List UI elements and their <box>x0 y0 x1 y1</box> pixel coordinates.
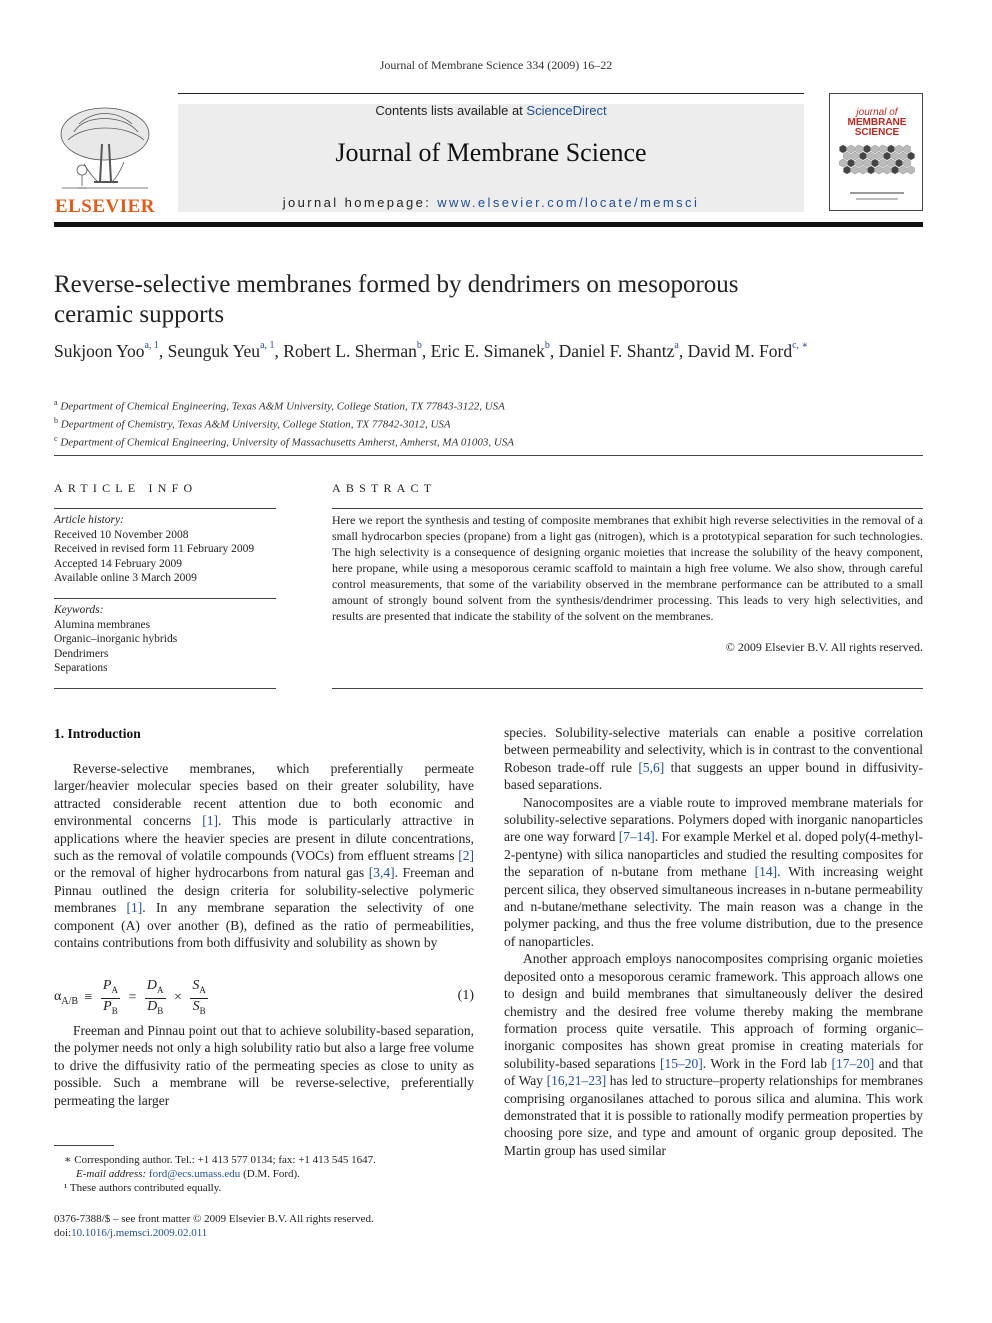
eq-subscript: A/B <box>61 996 79 1008</box>
email-link[interactable]: ford@ecs.umass.edu <box>148 1168 241 1180</box>
eq-symbol: P <box>103 998 112 1014</box>
keywords <box>54 603 276 676</box>
cover-hexagon <box>888 159 895 167</box>
citation-link[interactable]: [2] <box>458 848 474 864</box>
journal-title: Journal of Membrane Science <box>335 138 647 167</box>
cover-hexagon <box>900 166 907 174</box>
cover-title <box>834 108 920 138</box>
citation-link[interactable]: [17–20] <box>831 1055 875 1071</box>
body-text: . For example Merkel et al. doped poly(4-methyl-2-pentyne) with silica nanoparticles and studied the resulting composites for the separation of n-butane from methane <box>504 829 923 880</box>
abstract-text: Here we report the synthesis and testing of composite membranes that exhibit high reverse selectivities in the removal of a small hydrocarbon species (propane) from a light gas (nitrogen), which is a prototypical separation for such technologies. The high selectivity is a consequence of designing organic moieties that increase the solubility of the heavy component, here propane, while using a mesoporous ceramic scaffold to maintain a high free volume. We also show, through careful control measurements, that some of the variability observed in the membrane performance can be attributed to a small amount of strongly bound solvent from the synthesis/dendrimer processing. This leads to very high selectivities, and results are presented that indicate the stability of the solvent on the membranes. <box>332 513 923 623</box>
affiliation <box>54 396 914 414</box>
cover-hexagon <box>852 166 859 174</box>
cover-hexagon <box>856 159 863 167</box>
email-suffix: (D.M. Ford). <box>240 1168 300 1180</box>
front-matter-line: 0376-7388/$ – see front matter © 2009 Elsevier B.V. All rights reserved. <box>54 1213 374 1225</box>
cover-hexagon <box>872 145 879 153</box>
eq-lhs <box>54 989 79 1008</box>
author-name: David M. Ford <box>687 341 793 361</box>
body-text: Reverse-selective membranes, which preferentially permeate larger/heavier molecular species based on their greater solubility, have attracted considerable recent attention due to both economic and environmental concerns <box>54 761 474 829</box>
contents-line <box>178 103 804 118</box>
cover-text-line <box>850 192 904 194</box>
author-affil-mark[interactable]: c, ∗ <box>792 340 809 351</box>
cover-hexagon <box>888 145 895 153</box>
eq-alpha: α <box>54 989 62 1005</box>
author-affil-mark[interactable]: b <box>416 340 422 351</box>
cover-hexagon <box>860 152 867 160</box>
keyword: Separations <box>54 662 108 674</box>
cover-hexagon <box>880 159 887 167</box>
cover-hexagon <box>848 145 855 153</box>
author <box>168 341 284 361</box>
eq-operator: ≡ <box>84 990 93 1006</box>
author <box>283 341 430 361</box>
body-text: species. Solubility-selective materials can enable a positive correlation between permeability and selectivity, which is in contrast to the conventional Robeson trade-off rule <box>504 725 923 775</box>
affiliation-text: Department of Chemical Engineering, University of Massachusetts Amherst, Amherst, MA 01003, USA <box>60 436 515 449</box>
affiliation-text: Department of Chemical Engineering, Texas A&M University, College Station, TX 77843-3122, USA <box>60 400 505 413</box>
eq-fraction-d <box>145 978 166 1019</box>
eq-fraction-s <box>190 978 208 1019</box>
front-matter-rule <box>54 455 923 456</box>
homepage-prefix: journal homepage: <box>282 195 438 210</box>
eq-subscript: B <box>199 1005 206 1016</box>
cover-hexagon <box>904 159 911 167</box>
contents-prefix: Contents lists available at <box>375 103 527 118</box>
doi-line <box>54 1226 474 1240</box>
footnote-equal-contribution: ¹ These authors contributed equally. <box>64 1182 222 1194</box>
citation-link[interactable]: [1] <box>202 813 219 829</box>
keyword: Alumina membranes <box>54 618 151 631</box>
history-label: Article history: <box>54 514 124 526</box>
author <box>431 341 559 361</box>
cover-hexagon <box>908 166 915 174</box>
cover-hexagon <box>880 145 887 153</box>
body-text: . With increasing weight percent silica, they observed simultaneous increases in n-butane permeability and n-butane/methane selectivity. The main reason was a change in the polymer packing, and thus the free volume distribution, due to the presence of nanoparticles. <box>504 864 923 949</box>
keyword: Dendrimers <box>54 647 109 660</box>
citation-link[interactable]: [14] <box>754 864 778 880</box>
cover-hexagon <box>856 145 863 153</box>
doi-link[interactable]: 10.1016/j.memsci.2009.02.011 <box>71 1227 208 1239</box>
body-text: . This mode is particularly attractive in applications where the heavier species are present in dilute concentrations, such as the removal of volatile compounds (VOCs) from effluent streams <box>54 813 474 864</box>
affiliation-mark: b <box>54 416 58 426</box>
homepage-link[interactable]: www.elsevier.com/locate/memsci <box>437 195 700 210</box>
sciencedirect-link[interactable]: ScienceDirect <box>526 103 607 118</box>
author <box>559 341 688 361</box>
cover-hexagon <box>840 145 847 153</box>
intro-paragraph-3 <box>504 724 923 794</box>
eq-subscript: A <box>111 984 118 995</box>
footnote-email <box>64 1167 484 1181</box>
front-matter-info <box>54 1212 474 1240</box>
eq-symbol: S <box>192 978 200 993</box>
intro-paragraph-1 <box>54 760 474 951</box>
history-item: Available online 3 March 2009 <box>54 572 197 584</box>
author-separator: , <box>158 341 168 361</box>
author-separator: , <box>678 341 688 361</box>
footnotes <box>64 1153 484 1195</box>
body-text: Another approach employs nanocomposites comprising organic moieties deposited onto a mesoporous ceramic framework. This approach allows one to design and build membranes that simultaneously deliver the desired chemistry and the desired free volume thereby making the membrane formation process quite versatile. This approach of forming organic–inorganic composites has shown great promise in creating materials for solubility-based separations <box>504 951 923 1071</box>
author <box>54 341 168 361</box>
cover-hexagon <box>844 166 851 174</box>
cover-hexagon <box>876 152 883 160</box>
affiliation-mark: c <box>54 434 58 444</box>
footnote-rule <box>54 1145 114 1146</box>
cover-hexagon <box>884 152 891 160</box>
abstract-bottom-rule <box>332 688 923 689</box>
cover-hexagon <box>892 152 899 160</box>
article-history <box>54 513 276 586</box>
cover-hexagon <box>868 152 875 160</box>
equation-1 <box>54 978 474 1020</box>
author <box>688 341 809 361</box>
author-separator: , <box>274 341 284 361</box>
footnote-corresponding: ∗ Corresponding author. Tel.: +1 413 577 0134; fax: +1 413 545 1647. <box>64 1154 376 1166</box>
cover-text-line <box>856 198 898 200</box>
body-text: has led to structure–property relationships for membranes comprising organosilanes attached to porous silica and alumina. This work demonstrated that it is possible to rationally modify permeation properties by choosing pore size, and type and amount of organic group deposited. The Martin group has used similar <box>504 1073 923 1158</box>
affiliation <box>54 432 914 450</box>
affiliation <box>54 414 914 432</box>
email-label: E-mail address: <box>76 1168 149 1180</box>
affiliation-text: Department of Chemistry, Texas A&M University, College Station, TX 77842-3012, USA <box>60 418 451 431</box>
author-affil-mark[interactable]: a, 1 <box>260 340 275 351</box>
article-title <box>54 270 914 330</box>
author-affil-mark[interactable]: a <box>674 340 679 351</box>
abstract-heading: ABSTRACT <box>332 481 437 495</box>
cover-hexagon <box>896 145 903 153</box>
intro-paragraph-4 <box>504 794 923 951</box>
author-name: Daniel F. Shantz <box>558 341 675 361</box>
tree-icon <box>54 104 156 194</box>
body-text: Freeman and Pinnau point out that to achieve solubility-based separation, the polymer needs not only a high solubility ratio but also a large free volume to drive the diffusivity ratio of the permeating species as close to unity as possible. Such a membrane will be reverse-selective, preferentially permeating the larger <box>54 1023 474 1108</box>
citation-link[interactable]: [1] <box>126 900 143 916</box>
equation-number: (1) <box>457 988 474 1003</box>
eq-symbol: S <box>192 998 200 1014</box>
citation-link[interactable]: [7–14] <box>618 829 655 845</box>
running-head: Journal of Membrane Science 334 (2009) 16–22 <box>379 58 613 72</box>
author-name: Seunguk Yeu <box>167 341 261 361</box>
cover-hexagon <box>864 159 871 167</box>
eq-subscript: B <box>157 1005 164 1016</box>
cover-hexagon <box>864 145 871 153</box>
eq-fraction-p <box>101 978 120 1019</box>
journal-homepage <box>178 195 804 210</box>
author-list <box>54 341 934 362</box>
cover-hexagon <box>904 145 911 153</box>
eq-symbol: D <box>146 978 158 993</box>
author-separator: , <box>421 341 431 361</box>
citation-link[interactable]: [3,4] <box>368 865 395 881</box>
journal-cover <box>829 93 923 211</box>
cover-hexagon <box>868 166 875 174</box>
body-text: . Freeman and Pinnau outlined the design criteria for solubility-selective polymeric membranes <box>54 865 474 916</box>
body-text: Nanocomposites are a viable route to improved membrane materials for solubility-selective separations. Polymers doped with inorganic nanoparticles are one way forward <box>504 794 923 845</box>
cover-hexagon <box>908 152 915 160</box>
affiliations <box>54 396 914 450</box>
publisher-logo-text: ELSEVIER <box>54 196 156 217</box>
intro-paragraph-2 <box>54 1022 474 1109</box>
cover-hexagon <box>872 159 879 167</box>
author-name: Sukjoon Yoo <box>54 341 145 361</box>
keywords-label: Keywords: <box>54 604 104 616</box>
abstract-rule <box>332 508 923 509</box>
header-rule <box>54 222 923 227</box>
eq-subscript: B <box>111 1005 118 1016</box>
cover-title-line1: journal of <box>856 107 898 118</box>
body-text: that suggests an upper bound in diffusivity-based separations. <box>504 759 924 793</box>
section-heading-introduction: 1. Introduction <box>54 726 141 741</box>
history-item: Accepted 14 February 2009 <box>54 557 183 570</box>
right-column <box>504 724 923 1159</box>
history-item: Received 10 November 2008 <box>54 528 189 541</box>
cover-hexagon <box>860 166 867 174</box>
article-title-line2: ceramic supports <box>54 301 225 328</box>
body-text: . Work in the Ford lab <box>702 1055 832 1071</box>
eq-operator: = <box>128 990 137 1006</box>
article-title-line1: Reverse-selective membranes formed by dendrimers on mesoporous <box>54 271 739 298</box>
abstract-copyright: © 2009 Elsevier B.V. All rights reserved. <box>725 640 923 654</box>
eq-subscript: A <box>199 984 206 995</box>
author-name: Eric E. Simanek <box>430 341 545 361</box>
author-affil-mark[interactable]: b <box>544 340 550 351</box>
cover-hexagon <box>896 159 903 167</box>
body-text: . In any membrane separation the selectivity of one component (A) over another (B), defined as the ratio of permeabilities, contains contributions from both diffusivity and solubility as shown by <box>54 900 474 951</box>
article-info-bottom-rule <box>54 688 276 689</box>
author-affil-mark[interactable]: a, 1 <box>144 340 159 351</box>
cover-hexagon <box>844 152 851 160</box>
cover-hexagon <box>876 166 883 174</box>
banner-top-rule <box>178 93 804 94</box>
keywords-rule <box>54 598 276 599</box>
cover-title-line2: MEMBRANE <box>847 117 907 128</box>
citation-link[interactable]: [5,6] <box>638 759 665 775</box>
article-info-heading: ARTICLE INFO <box>54 481 198 495</box>
cover-hexagon <box>900 152 907 160</box>
citation-link[interactable]: [15–20] <box>659 1055 703 1071</box>
cover-hexagon <box>892 166 899 174</box>
eq-operator: × <box>174 990 182 1006</box>
doi-label: doi: <box>54 1227 72 1239</box>
intro-paragraph-5 <box>504 950 923 1159</box>
cover-hexagon <box>884 166 891 174</box>
citation-link[interactable]: [16,21–23] <box>546 1073 607 1089</box>
eq-subscript: A <box>157 984 164 995</box>
affiliation-mark: a <box>54 398 58 407</box>
body-text: or the removal of higher hydrocarbons from natural gas <box>54 865 369 881</box>
cover-hexagon-graphic <box>838 144 916 178</box>
cover-hexagon <box>848 159 855 167</box>
keyword: Organic–inorganic hybrids <box>54 633 178 645</box>
cover-title-line3: SCIENCE <box>854 127 900 138</box>
history-item: Received in revised form 11 February 2009 <box>54 543 255 555</box>
cover-hexagon <box>840 159 847 167</box>
body-text: and that of Way <box>504 1055 923 1089</box>
author-separator: , <box>549 341 559 361</box>
eq-symbol: P <box>102 978 112 993</box>
cover-hexagon <box>852 152 859 160</box>
article-info-rule <box>54 508 276 509</box>
eq-symbol: D <box>147 998 158 1014</box>
author-name: Robert L. Sherman <box>283 341 417 361</box>
